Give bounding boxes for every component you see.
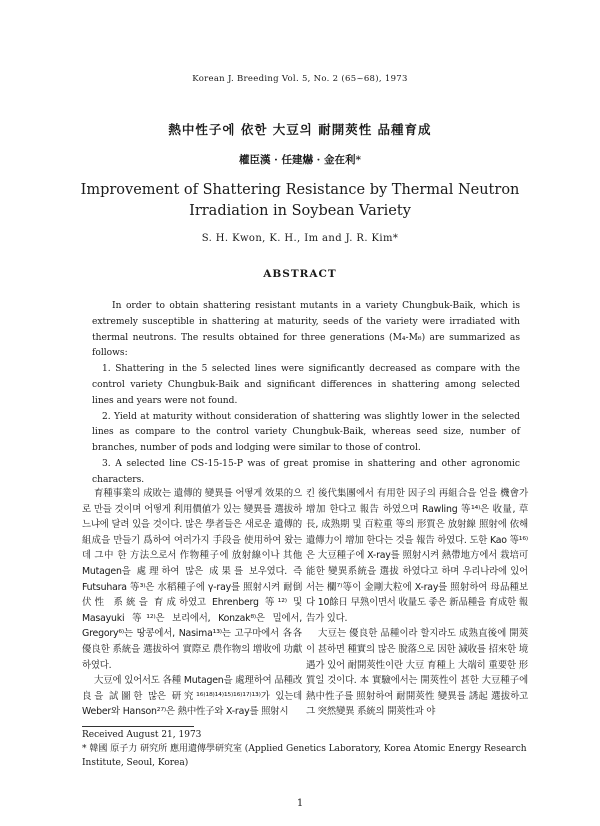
body-column-left [82,486,302,720]
body-paragraph: 大豆에 있어서도 各種 Mutagen을 處理하여 品種改良을 試圖한 많은 研究¹⁶⁾¹⁸⁾¹⁴⁾¹⁵⁾¹⁶⁾¹⁷⁾¹³⁾가 있는데 Weber와 Hanson²⁷⁾은 熱中性子와 X-ray를 照射시 [82,675,302,718]
title-english-line-2: Irradiation in Soybean Variety [189,203,411,219]
body-column-right [306,486,528,720]
authors-english: S. H. Kwon, K. H., Im and J. R. Kim* [201,233,399,244]
title-english [0,180,600,222]
page-number: 1 [296,798,304,809]
abstract-item-1: 1. Shattering in the 5 selected lines were significantly decreased as compare with the control variety Chungbuk-Baik and significant differences in shattering among selected lines and years were not found. [92,364,520,406]
authors-korean: 權臣漢 · 任建爀 · 金在利* [239,154,361,166]
abstract-intro: In order to obtain shattering resistant mutants in a variety Chungbuk-Baik, which is extremely susceptible in shattering at maturity, seeds of the variety were irradiated with thermal neutrons. The results obtained for three generations (M₄-M₆) are summarized as follows: [92,301,520,359]
footnotes [82,728,528,770]
affiliation-footnote: * 韓國 原子力 研究所 應用遺傳學研究室 (Applied Genetics Laboratory, Korea Atomic Energy Research Institute, Seoul, Korea) [82,744,527,768]
abstract-heading: ABSTRACT [263,268,337,280]
footnote-divider [82,726,194,727]
abstract-item-2: 2. Yield at maturity without consideration of shattering was slightly lower in the selected lines as compare to the control variety Chungbuk-Baik, whereas seed size, number of branches, number of pods and lodging were similar to those of control. [92,411,520,454]
received-date: Received August 21, 1973 [82,730,202,740]
abstract-body [92,299,520,489]
body-paragraph: 킨 後代集團에서 有用한 因子의 再組合을 얻을 機會가 增加 한다고 報告 하였으며 Rawling 等¹⁴⁾은 收量, 草長, 成熟期 및 百粒重 等의 形質은 放射線 照射에 依해 遺傳力이 增加 한다는 것을 報告 하였다. 도한 Kao 等¹⁶⁾은 大豆種子에 X-ray를 照射시켜 熱帶地方에서 栽培可能한 變異系統을 選拔 하였다고 하며 우리나라에 있어서는 欄⁷⁾等이 金剛大粒에 X-ray를 照射하여 母品種보다 10餘日 早熟이면서 收量도 좋은 新品種을 育成한 報告가 있다. [306,488,528,624]
title-korean: 熱中性子에 依한 大豆의 耐開莢性 品種育成 [168,122,432,137]
journal-header: Korean J. Breeding Vol. 5, No. 2 (65~68), 1973 [192,74,408,84]
body-paragraph: 大豆는 優良한 品種이라 할지라도 成熟直後에 開莢이 甚하면 種實의 많은 脫落으로 因한 減收를 招來한 境遇가 있어 耐開莢性이란 大豆 育種上 大端히 重要한 形質일 것이다. 本 實驗에서는 開莢性이 甚한 大豆種子에 熱中性子를 照射하여 耐開莢性 變異를 誘起 選拔하고 그 突然變異 系統의 開莢性과 야 [306,628,528,718]
title-english-line-1: Improvement of Shattering Resistance by Thermal Neutron [80,182,520,198]
abstract-item-3: 3. A selected line CS-15-15-P was of great promise in shattering and other agronomic characters. [92,458,520,485]
body-paragraph: 育種事業의 成敗는 遺傳的 變異를 어떻게 效果的으로 만들 것이며 어떻게 利用價値가 있는 變異를 選拔하느냐에 달려 있을 것이다. 많은 學者들은 새로운 遺傳的 組成을 만들기 爲하여 여러가지 手段을 使用하여 왔는데 그中 한 方法으로서 作物種子에 放射線이나 其他 Mutagen을 處理하여 많은 成果를 보우였다. 즉 Futsuhara 等³⁾은 水稻種子에 γ-ray를 照射시켜 耐倒伏性 系統을 育成하였고 Ehrenberg 等¹²⁾ 및 Masayuki 等¹²⁾은 보리에서, Konzak⁸⁾은 밀에서, Gregory⁶⁾는 땅콩에서, Nasima¹³⁾는 고구마에서 各各 優良한 系統을 選拔하여 實際로 農作物의 增收에 功獻 하였다. [82,488,302,671]
